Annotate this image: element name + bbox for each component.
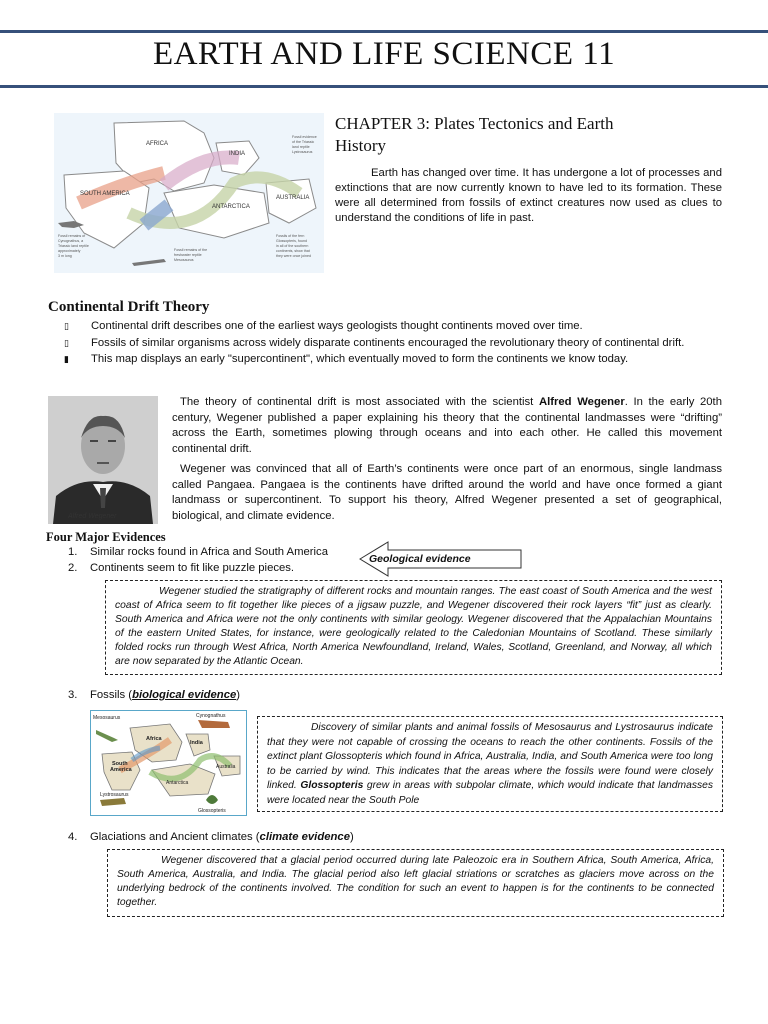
evidence-close: ) — [236, 689, 241, 701]
evidence-number: 3. — [68, 689, 78, 701]
portrait-signature: Alfred Wegener — [68, 513, 117, 520]
map-note-mesosaurus: Fossil remains of the freshwater reptile Mesosaurus — [174, 248, 208, 262]
geological-evidence-box — [105, 580, 722, 675]
bullet-item — [64, 351, 722, 368]
map-label-australia: AUSTRALIA — [276, 195, 310, 201]
map2-label-india: India — [190, 740, 203, 746]
title-rule — [0, 85, 768, 88]
evidence-number: 4. — [68, 831, 78, 843]
map-label-africa: AFRICA — [146, 141, 169, 147]
map-note-cynognathus: Fossil remains of Cynognathus, a Triassic land reptile approximately 3 m long — [58, 234, 89, 258]
top-rule — [0, 30, 768, 33]
map2-label-lystrosaurus: Lystrosaurus — [100, 792, 129, 798]
map-label-south-america: SOUTH AMERICA — [80, 191, 130, 197]
climate-evidence-box — [107, 849, 724, 917]
map2-label-glossopteris: Glossopteris — [198, 808, 226, 814]
map-note-glossopteris: Fossils of the fern Glossopteris, found in all of the southern continents, show that they were once joined — [276, 234, 311, 258]
evidence-close: ) — [349, 831, 354, 843]
biological-text-c: grew in areas with subpolar climate, which would indicate that landmasses were located near the South Pole — [267, 780, 713, 806]
map-label-antarctica: ANTARCTICA — [212, 204, 250, 210]
portrait-tie — [100, 488, 106, 508]
wegener-paragraph-1 — [172, 395, 722, 457]
evidence-item-4 — [68, 831, 354, 843]
evidence-number: 1. — [68, 546, 78, 558]
glossopteris-term: Glossopteris — [300, 780, 364, 792]
climate-evidence-tag: climate evidence — [259, 831, 350, 843]
bullet-item — [64, 335, 722, 352]
para1-part-c: . In the early 20th century, Wegener published a paper explaining his theory that the continental landmasses were “drifting” across the Earth, sometimes plowing through oceans and into each other. He called this movement continental drift. — [172, 396, 722, 455]
evidence-text: Continents seem to fit like puzzle pieces. — [90, 562, 295, 574]
chapter-title — [335, 113, 730, 157]
evidence-text: Glaciations and Ancient climates ( — [90, 831, 260, 843]
para1-part-a: The theory of continental drift is most associated with the scientist — [180, 396, 539, 408]
evidence-number: 2. — [68, 562, 78, 574]
geological-evidence-label: Geological evidence — [369, 553, 471, 565]
chapter-title-line2: History — [335, 136, 386, 155]
wegener-paragraph-2: Wegener was convinced that all of Earth’s continents were once part of an enormous, single landmass called Pangaea. Pangaea is the continents have drifted around the world and have once formed a giant landmass or supercontinent. To support his theory, Alfred Wegener presented a set of geographical, biological, and climate evidence. — [172, 463, 722, 522]
evidence-item-3 — [68, 689, 240, 701]
biological-text-a: Discovery of similar plants and animal fossils of Mesosaurus and Lystrosaurus indicate that they were not capable of crossing the oceans to reach the other continents. Fossils of the extinct plant Glossopteris which found in Africa, Australia, India, and South America were too long to be carried by wind. This indicates that the areas where the fossils were found were closely linked. — [267, 722, 713, 792]
map2-label-cynognathus: Cynognathus — [196, 713, 226, 719]
evidence-item-1 — [68, 546, 328, 558]
evidence-text: Fossils ( — [90, 689, 133, 701]
map-label-india: INDIA — [229, 151, 246, 157]
chapter-title-line1: CHAPTER 3: Plates Tectonics and Earth — [335, 114, 614, 133]
wegener-portrait — [48, 396, 158, 524]
page-title: EARTH AND LIFE SCIENCE 11 — [152, 36, 616, 72]
portrait-brow-left — [90, 440, 98, 442]
drift-bullet-list — [64, 318, 722, 368]
map-note-lystrosaurus: Fossil evidence of the Triassic land reptile Lystrosaurus — [292, 135, 317, 154]
evidence-text: Similar rocks found in Africa and South America — [90, 546, 328, 558]
four-evidences-heading: Four Major Evidences — [46, 530, 166, 544]
climate-evidence-text: Wegener discovered that a glacial period occurred during late Paleozoic era in Southern Africa, South America, Africa, South America, Australia, and India. The glacial period also left glacial striations or scratches as glaciers move across on the underlying bedrock of the continents involved. The condition for such an event to happen is for the continents to be connected together. — [117, 855, 714, 908]
continental-drift-heading: Continental Drift Theory — [48, 299, 210, 315]
evidence-item-2 — [68, 562, 294, 574]
map2-label-mesosaurus: Mesosaurus — [93, 715, 121, 721]
map2-label-antarctica: Antarctica — [166, 780, 189, 786]
map2-label-south-america: South America — [110, 761, 132, 773]
pangaea-fossil-map — [54, 113, 324, 273]
biological-evidence-tag: biological evidence — [132, 689, 237, 701]
portrait-brow-right — [108, 440, 116, 442]
bullet-marker-icon: ▯ — [64, 321, 69, 331]
geological-evidence-text: Wegener studied the stratigraphy of different rocks and mountain ranges. The east coast of South America and the west coast of Africa seem to fit together like pieces of a jigsaw puzzle, and Wegener discovered their rock layers “fit” just as clearly. South America and Africa were not the only continents with similar geology. Wegener discovered that the Appalachian Mountains of the eastern United States, for instance, were geologically related to the Caledonian Mountains of Scotland. These similarly folded rocks run through West Africa, North America Newfoundland, Ireland, Wales, Scotland, Greenland, and Norway, all which are now separated by the Atlantic Ocean. — [115, 586, 712, 667]
chapter-intro: Earth has changed over time. It has undergone a lot of processes and extinctions that are now currently known to have led to its formation. These were all determined from fossils of extinct creatures now used as clues to understand the conditions of life in past. — [335, 167, 722, 224]
biological-evidence-box — [257, 716, 723, 812]
wegener-name: Alfred Wegener — [538, 396, 625, 408]
fossil-distribution-map — [90, 710, 247, 816]
bullet-marker-icon: ▯ — [64, 337, 69, 348]
map2-label-australia: Australia — [216, 764, 236, 770]
bullet-marker-icon: ▮ — [64, 354, 69, 364]
portrait-mouth — [97, 462, 109, 464]
bullet-text: This map displays an early "supercontinent", which eventually moved to form the continents we know today. — [91, 353, 629, 365]
bullet-item — [64, 318, 722, 335]
bullet-text: Fossils of similar organisms across widely disparate continents encouraged the revolutionary theory of continental drift. — [91, 336, 685, 349]
map2-label-africa: Africa — [146, 736, 162, 742]
bullet-text: Continental drift describes one of the earliest ways geologists thought continents moved over time. — [91, 320, 583, 332]
